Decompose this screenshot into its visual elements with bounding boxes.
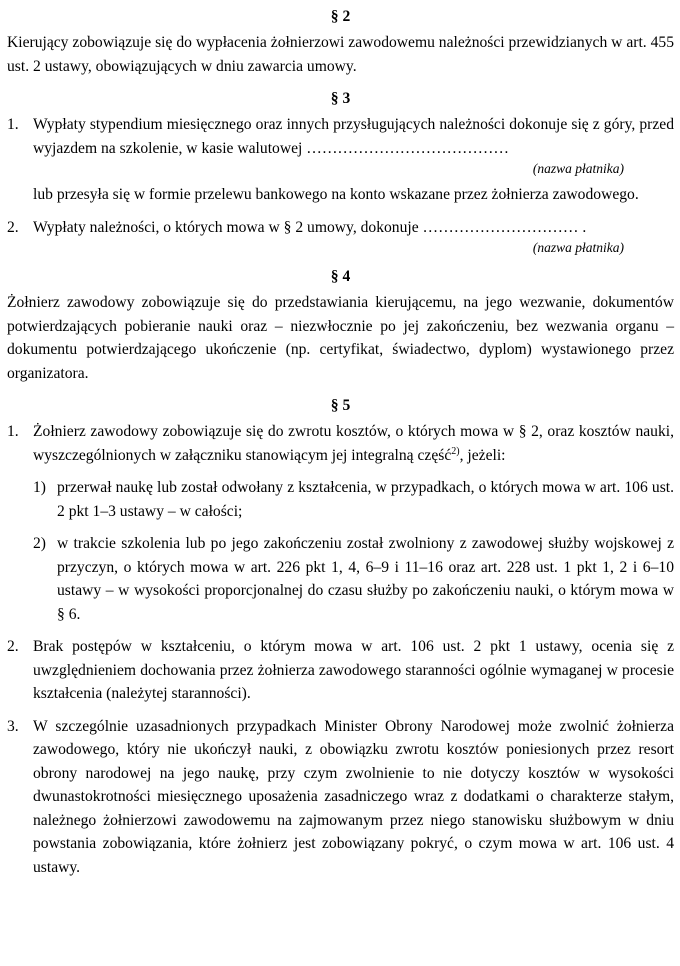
section-3-item-1-continuation: lub przesyła się w formie przelewu bankowego na konto wskazane przez żołnierza zawodowego. xyxy=(33,186,639,203)
section-3-item-1 xyxy=(7,113,674,160)
section-2-text: Kierujący zobowiązuje się do wypłacenia żołnierzowi zawodowemu należności przewidzianych w art. 455 ust. 2 ustawy, obowiązujących w dniu zawarcia umowy. xyxy=(7,34,674,75)
point-text: przerwał naukę lub został odwołany z kształcenia, w przypadkach, o których mowa w art. 106 ust. 2 pkt 1–3 ustawy – w całości; xyxy=(57,479,674,520)
section-heading-3: § 3 xyxy=(330,90,351,107)
section-4-text: Żołnierz zawodowy zobowiązuje się do przedstawiania kierującemu, na jego wezwanie, dokumentów potwierdzających pobieranie nauki oraz – niezwłocznie po jej zakończeniu, bez wezwania organu – dokumentu potwierdzającego ukończenie (np. certyfikat, świadectwo, dyplom) wystawionego przez organizatora. xyxy=(7,294,674,382)
item-text-end: , jeżeli: xyxy=(459,446,506,464)
payer-name-caption: (nazwa płatnika) xyxy=(532,240,624,255)
item-number: 2. xyxy=(7,638,19,655)
item-number: 1. xyxy=(7,116,19,133)
section-heading-5: § 5 xyxy=(330,397,351,414)
point-text: w trakcie szkolenia lub po jego zakończeniu został zwolniony z zawodowej służby wojskowej z przyczyn, o których mowa w art. 226 pkt 1, 4, 6–9 i 11–16 oraz art. 228 ust. 1 pkt 1, 2 i 6–10 ustawy – w wysokości proporcjonalnej do czasu służby po zakończeniu nauki, o którym mowa w § 6. xyxy=(57,535,674,623)
document-page xyxy=(7,2,674,879)
point-number: 2) xyxy=(33,535,46,552)
footnote-reference: 2) xyxy=(451,445,460,457)
item-number: 1. xyxy=(7,423,19,440)
section-5-item-1-point-1 xyxy=(7,476,674,523)
item-text: Wypłaty stypendium miesięcznego oraz innych przysługujących należności dokonuje się z góry, przed wyjazdem na szkolenie, w kasie walutowej ………………………………… xyxy=(33,116,674,157)
section-3-item-2 xyxy=(7,216,674,240)
section-heading-4: § 4 xyxy=(330,268,351,285)
item-text: Wypłaty należności, o których mowa w § 2 umowy, dokonuje ………………………… . xyxy=(33,218,587,236)
payer-name-caption: (nazwa płatnika) xyxy=(532,161,624,176)
item-number: 3. xyxy=(7,717,19,735)
item-text: Żołnierz zawodowy zobowiązuje się do zwrotu kosztów, o których mowa w § 2, oraz kosztów nauki, wyszczególnionych w załączniku stanowiącym jej integralną część xyxy=(33,423,674,464)
item-text: Brak postępów w kształceniu, o którym mowa w art. 106 ust. 2 pkt 1 ustawy, ocenia się z uwzględnieniem dochowania przez żołnierza zawodowego staranności ogólnie wymaganej w procesie kształcenia (należytej staranności). xyxy=(33,638,674,702)
point-number: 1) xyxy=(33,479,46,496)
section-5-item-2 xyxy=(7,635,674,706)
section-5-item-1 xyxy=(7,420,674,467)
section-heading-2: § 2 xyxy=(330,8,351,25)
item-number: 2. xyxy=(7,218,19,236)
section-5-item-3 xyxy=(7,715,674,880)
section-5-item-1-point-2 xyxy=(7,532,674,626)
item-text: W szczególnie uzasadnionych przypadkach Minister Obrony Narodowej może zwolnić żołnierza zawodowego, który nie ukończył nauki, z obowiązku zwrotu kosztów poniesionych przez resort obrony narodowej na jego naukę, przy czym zwolnienie to nie dotyczy kosztów w wysokości dwunastokrotności miesięcznego uposażenia zasadniczego wraz z dodatkami o charakterze stałym, należnego żołnierzowi zawodowemu na zajmowanym przez niego stanowisku służbowym w dniu powstania zobowiązania, które żołnierz jest zobowiązany pokryć, o czym mowa w art. 106 ust. 4 ustawy. xyxy=(33,717,674,876)
